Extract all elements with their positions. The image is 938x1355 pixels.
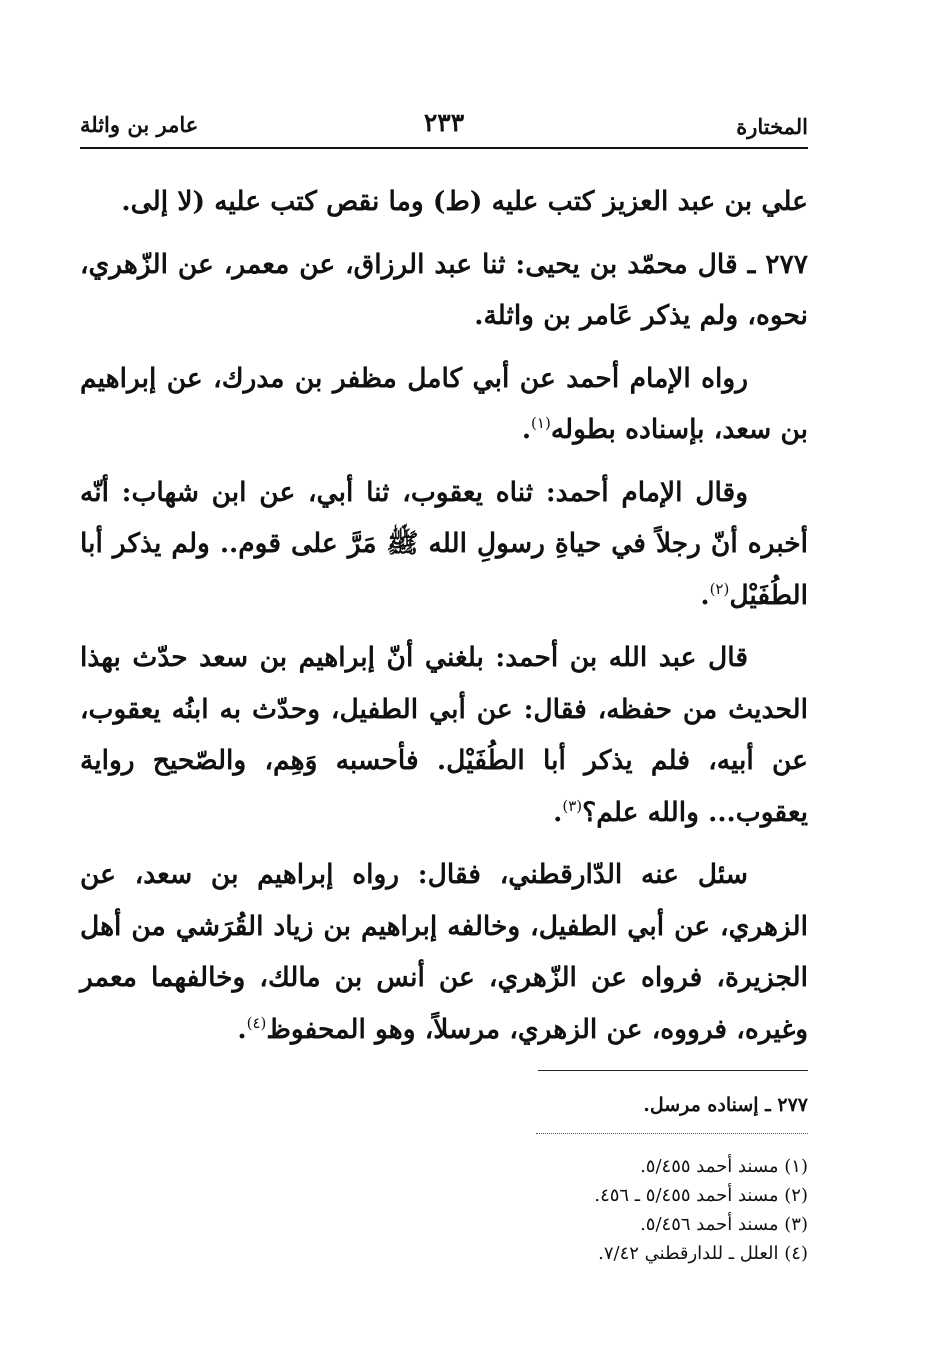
footnote-ref: (٤)	[246, 1013, 267, 1032]
footnote-dotted-divider	[536, 1133, 808, 1134]
paragraph: رواه الإمام أحمد عن أبي كامل مظفر بن مدرك، عن إبراهيم بن سعد، بإسناده بطوله$^{(١)}$.	[80, 362, 808, 445]
footnote-ref: (٣)	[562, 796, 583, 815]
footnote-item: (٢) مسند أحمد ٥/٤٥٥ ـ ٤٥٦.	[594, 1185, 808, 1206]
book-title: المختارة	[736, 114, 808, 139]
header-divider	[80, 147, 808, 149]
page-header	[80, 108, 808, 148]
paragraph: علي بن عبد العزيز كتب عليه (ط) وما نقص كتب عليه (لا إلى.	[121, 186, 808, 217]
footnote-item: (٣) مسند أحمد ٥/٤٥٦.	[640, 1214, 808, 1235]
paragraph: وقال الإمام أحمد: ثناه يعقوب، ثنا أبي، عن ابن شهاب: أنّه أخبره أنّ رجلاً في حياةِ رسولِ الله ﷺ مَرَّ على قوم.. ولم يذكر أبا الطُفَيْل$^{(٢)}$.	[80, 476, 808, 611]
footnote-item: (١) مسند أحمد ٥/٤٥٥.	[640, 1156, 808, 1177]
footnotes	[408, 1152, 808, 1268]
hadith-paragraph: ٢٧٧ ـ قال محمّد بن يحيى: ثنا عبد الرزاق، عن معمر، عن الزّهري، نحوه، ولم يذكر عَامر بن واثلة.	[80, 248, 808, 331]
main-text	[80, 176, 808, 1066]
footnote-ref: (١)	[531, 414, 551, 433]
footnote-divider	[538, 1070, 808, 1071]
footnote-ref: (٢)	[709, 579, 730, 598]
paragraph: قال عبد الله بن أحمد: بلغني أنّ إبراهيم بن سعد حدّث بهذا الحديث من حفظه، فقال: عن أبي الطفيل، وحدّث به ابنُه يعقوب، عن أبيه، فلم يذكر أبا الطُفَيْل. فأحسبه وَهِم، والصّحيح رواية يعقوب... والله علم؟$^{(٣)}$.	[80, 642, 808, 828]
page-number: ٢٣٣	[423, 108, 465, 137]
chapter-title: عامر بن واثلة	[80, 112, 199, 137]
footnote-main: ٢٧٧ ـ إسناده مرسل.	[643, 1094, 808, 1116]
footnote-item: (٤) العلل ـ للدارقطني ٧/٤٢.	[598, 1243, 808, 1264]
paragraph: سئل عنه الدّارقطني، فقال: رواه إبراهيم بن سعد، عن الزهري، عن أبي الطفيل، وخالفه إبراهيم بن زياد القُرَشي من أهل الجزيرة، فرواه عن الزّهري، عن أنس بن مالك، وخالفهما معمر وغيره، فرووه، عن الزهري، مرسلاً، وهو المحفوظ$^{(٤)}$.	[80, 859, 808, 1045]
